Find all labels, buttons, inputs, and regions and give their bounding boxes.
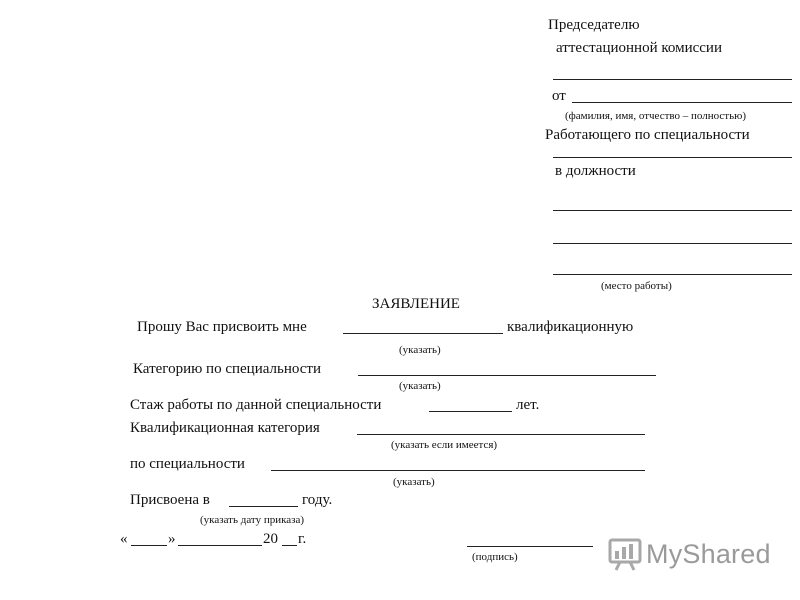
date-year-suffix: г. [298, 531, 307, 547]
blank-line [553, 157, 792, 158]
position-label: в должности [555, 163, 636, 179]
watermark-logo [608, 535, 771, 573]
order-date-hint: (указать дату приказа) [200, 514, 305, 526]
specialty-label: Работающего по специальности [545, 127, 750, 143]
blank-line [229, 506, 298, 507]
blank-line [553, 243, 792, 244]
addressee-title: Председателю [548, 17, 640, 33]
blank-line [572, 102, 792, 103]
addressee-commission: аттестационной комиссии [556, 40, 722, 56]
experience-label: Стаж работы по данной специальности [130, 397, 382, 413]
document-title: ЗАЯВЛЕНИЕ [372, 296, 460, 312]
fullname-hint: (фамилия, имя, отчество – полностью) [565, 110, 747, 122]
signature-line [467, 546, 593, 547]
blank-line [178, 545, 262, 546]
blank-line [131, 545, 167, 546]
if-exists-hint: (указать если имеется) [391, 439, 498, 451]
date-quote-open: « [120, 531, 128, 547]
signature-hint: (подпись) [472, 551, 518, 563]
blank-line [271, 470, 645, 471]
blank-line [553, 210, 792, 211]
blank-line [282, 545, 297, 546]
presentation-icon [608, 536, 642, 572]
date-quote-close: » [168, 531, 176, 547]
blank-line [357, 434, 645, 435]
date-year-prefix: 20 [263, 531, 278, 547]
specify-hint: (указать) [399, 344, 441, 356]
request-text-end: квалификационную [507, 319, 634, 335]
from-label: от [552, 88, 566, 104]
request-text-start: Прошу Вас присвоить мне [137, 319, 307, 335]
blank-line [358, 375, 656, 376]
blank-line [429, 411, 512, 412]
specify-hint: (указать) [399, 380, 441, 392]
assigned-in-label: Присвоена в [130, 492, 210, 508]
watermark-text: MyShared [646, 538, 771, 569]
category-label: Категорию по специальности [133, 361, 321, 377]
years-label: лет. [516, 397, 540, 413]
specify-hint: (указать) [393, 476, 435, 488]
qualification-category-label: Квалификационная категория [130, 420, 320, 436]
blank-line [553, 274, 792, 275]
specialty-label-2: по специальности [130, 456, 245, 472]
year-label: году. [302, 492, 333, 508]
blank-line [553, 79, 792, 80]
blank-line [343, 333, 503, 334]
workplace-hint: (место работы) [601, 280, 672, 292]
